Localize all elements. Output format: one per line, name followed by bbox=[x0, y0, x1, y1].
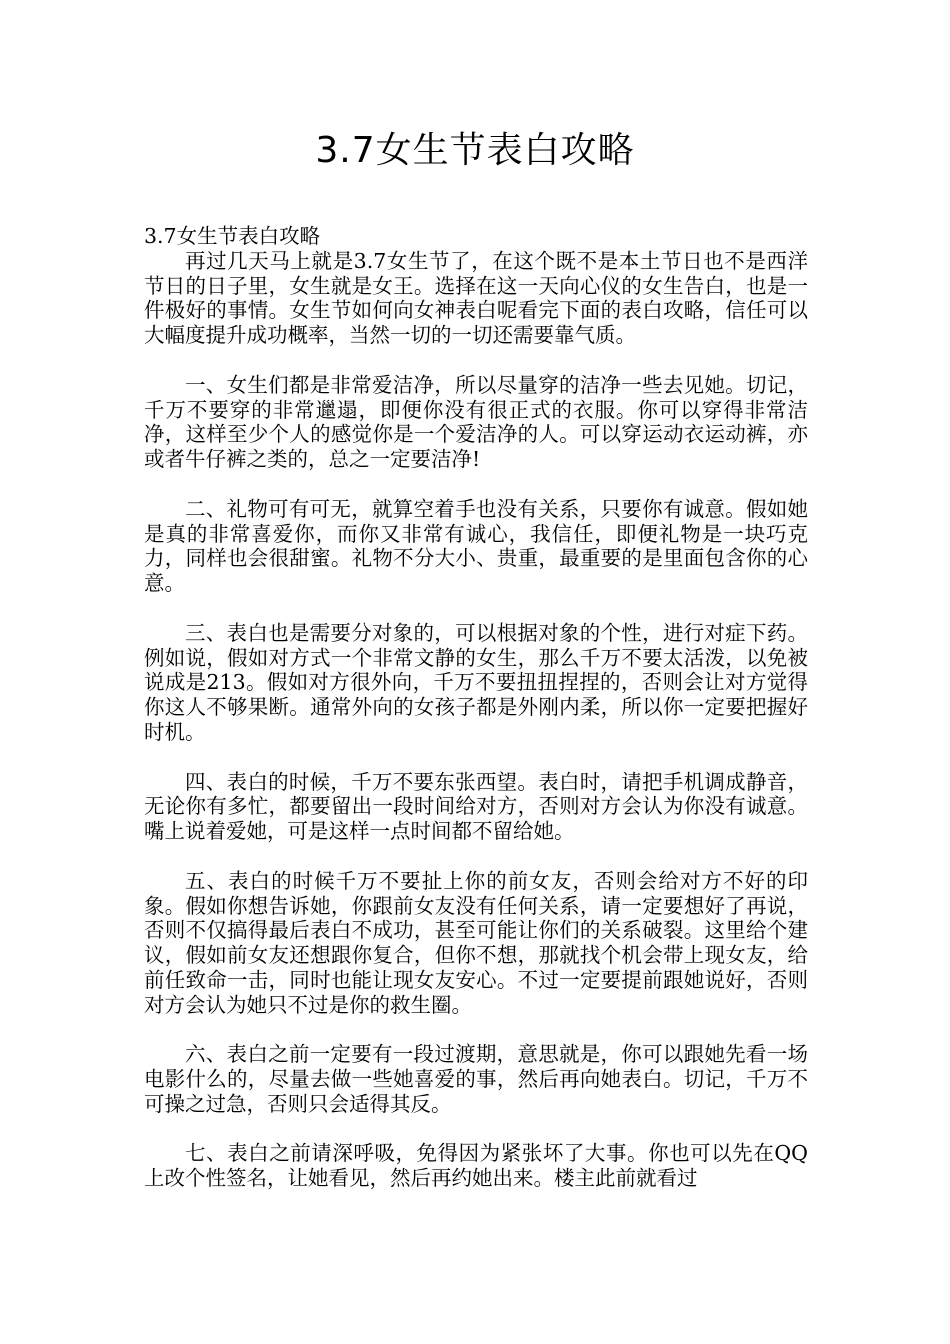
paragraph-intro: 再过几天马上就是3.7女生节了，在这个既不是本土节日也不是西洋节日的日子里，女生就是女王。选择在这一天向心仪的女生告白，也是一件极好的事情。女生节如何向女神表白呢看完下面的表白攻略，信任可以大幅度提升成功概率，当然一切的一切还需要靠气质。 bbox=[144, 248, 808, 348]
paragraph-tip-4: 四、表白的时候，千万不要东张西望。表白时，请把手机调成静音，无论你有多忙，都要留出一段时间给对方，否则对方会认为你没有诚意。嘴上说着爱她，可是这样一点时间都不留给她。 bbox=[144, 769, 808, 844]
document-title: 3.7女生节表白攻略 bbox=[315, 130, 635, 171]
paragraph-tip-6: 六、表白之前一定要有一段过渡期，意思就是，你可以跟她先看一场电影什么的，尽量去做一些她喜爱的事，然后再向她表白。切记，千万不可操之过急，否则只会适得其反。 bbox=[144, 1042, 808, 1116]
document-body bbox=[144, 224, 808, 1216]
paragraph-tip-1: 一、女生们都是非常爱洁净，所以尽量穿的洁净一些去见她。切记，千万不要穿的非常邋遢，即便你没有很正式的衣服。你可以穿得非常洁净，这样至少个人的感觉你是一个爱洁净的人。可以穿运动衣运动裤，亦或者牛仔裤之类的，总之一定要洁净! bbox=[144, 372, 808, 472]
paragraph-tip-7: 七、表白之前请深呼吸，免得因为紧张坏了大事。你也可以先在QQ上改个性签名，让她看见，然后再约她出来。楼主此前就看过 bbox=[144, 1141, 808, 1191]
paragraph-tip-5: 五、表白的时候千万不要扯上你的前女友，否则会给对方不好的印象。假如你想告诉她，你跟前女友没有任何关系，请一定要想好了再说，否则不仅搞得最后表白不成功，甚至可能让你们的关系破裂。这里给个建议，假如前女友还想跟你复合，但你不想，那就找个机会带上现女友，给前任致命一击，同时也能让现女友安心。不过一定要提前跟她说好，否则对方会认为她只不过是你的救生圈。 bbox=[144, 868, 808, 1017]
document-subtitle: 3.7女生节表白攻略 bbox=[144, 224, 321, 248]
paragraph-tip-2: 二、礼物可有可无，就算空着手也没有关系，只要你有诚意。假如她是真的非常喜爱你，而你又非常有诚心，我信任，即便礼物是一块巧克力，同样也会很甜蜜。礼物不分大小、贵重，最重要的是里面包含你的心意。 bbox=[144, 496, 808, 596]
paragraph-tip-3: 三、表白也是需要分对象的，可以根据对象的个性，进行对症下药。例如说，假如对方式一个非常文静的女生，那么千万不要太活泼，以免被说成是213。假如对方很外向，千万不要扭扭捏捏的，否则会让对方觉得你这人不够果断。通常外向的女孩子都是外刚内柔，所以你一定要把握好时机。 bbox=[144, 620, 808, 744]
